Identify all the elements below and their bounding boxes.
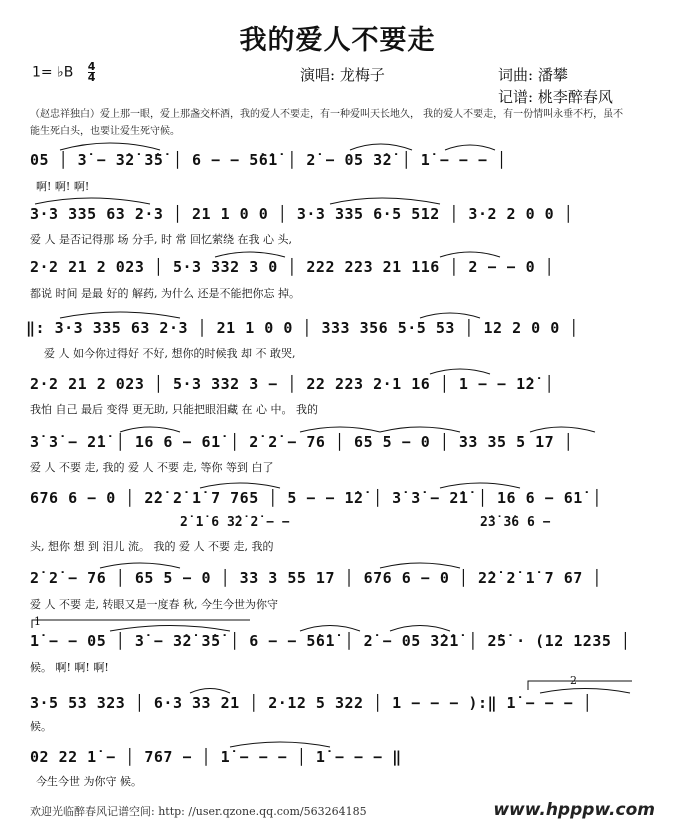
slur-arc	[60, 312, 180, 318]
slur-arc	[35, 198, 150, 204]
score-line-9: 1̇ − − 05 │ 3̇ − 3̇2̇ 3̇5̇ │ 6 − − 5̇6̇1̇ │ 2̇ − 05 3̇2̇1̇ │ 2̇5̇ · (12 1235 │	[30, 632, 631, 650]
slur-arc	[190, 689, 230, 694]
slur-arc	[445, 145, 495, 150]
slur-arc	[300, 427, 380, 432]
lyrics-line-9: 候。 啊! 啊! 啊!	[30, 661, 109, 674]
footer-visit-link[interactable]: 欢迎光临醉春风记谱空间: http: //user.qzone.qq.com/563264185	[30, 805, 367, 818]
lyrics-line-2: 爱 人 是否记得那 场 分手, 时 常 回忆萦绕 在我 心 头,	[30, 233, 292, 246]
score-line-2: 3·3 335 63 2·3 │ 21 1 0 0 │ 3·3 335 6·5 512 │ 3·2 2 0 0 │	[30, 205, 574, 223]
singer-credit: 演唱: 龙梅子	[300, 66, 385, 84]
slur-arc	[230, 742, 330, 747]
slur-arc	[350, 144, 412, 150]
lyrics-line-1: 啊! 啊! 啊!	[36, 180, 90, 193]
lyrics-line-4: 爱 人 如今你过得好 不好, 想你的时候我 却 不 敢哭,	[44, 347, 296, 360]
volta-1-mark: 1	[34, 615, 41, 628]
slur-arc	[430, 369, 490, 374]
slur-arc	[440, 483, 520, 488]
lyrics-line-7: 头, 想你 想 到 泪儿 流。 我的 爱 人 不要 走, 我的	[30, 540, 274, 553]
score-line-6: 3̇ 3̇ − 2̇1̇ │ 16 6 − 61̇ │ 2̇ 2̇ − 76 │ 65 5 − 0 │ 33 35 5 17 │	[30, 433, 574, 451]
slur-arc	[300, 626, 360, 632]
time-top: 4	[87, 60, 96, 73]
slur-arc	[200, 483, 280, 488]
slur-arc	[440, 252, 500, 257]
lyrics-line-8: 爱 人 不要 走, 转眼又是一度春 秋, 今生今世为你守	[30, 598, 278, 611]
slur-arc	[390, 626, 450, 632]
time-bottom: 4	[87, 71, 96, 84]
lyrics-line-3: 都说 时间 是最 好的 解药, 为什么 还是不能把你忘 掉。	[30, 287, 300, 300]
slur-arc	[380, 427, 460, 432]
slur-arc	[330, 198, 440, 204]
lyrics-line-10: 候。	[30, 720, 52, 733]
slur-arc	[540, 689, 630, 694]
slur-arc	[100, 563, 180, 568]
score-line-3: 2·2 21 2 023 │ 5·3 332 3 0 │ 222 223 21 116 │ 2 − − 0 │	[30, 258, 555, 276]
score-line-1: 05 │ 3̇ − 3̇2̇ 3̇5̇ │ 6 − − 5̇6̇1̇ │ 2̇ − 05 3̇2̇ │ 1̇ − − − │	[30, 151, 507, 169]
song-title: 我的爱人不要走	[239, 25, 436, 56]
composer-credit: 词曲: 潘攀	[498, 66, 568, 84]
site-watermark: www.hpppw.com	[493, 800, 655, 820]
lyrics-line-5: 我怕 自己 最后 变得 更无助, 只能把眼泪藏 在 心 中。 我的	[30, 403, 318, 416]
score-line-7: 676 6 − 0 │ 2̇2̇ 2̇ 1̇ 7 765 │ 5 − − 1̇2̇ │ 3̇ 3̇ − 2̇1̇ │ 16 6 − 61̇ │	[30, 489, 602, 507]
transcriber-credit: 记谱: 桃李醉春风	[498, 88, 613, 106]
slur-arc	[215, 252, 285, 257]
score-line-11: 02 22 1̇ − │ 767 − │ 1̇ − − − │ 1̇ − − − ‖	[30, 748, 402, 766]
score-line-5: 2·2 21 2 023 │ 5·3 332 3 − │ 22 223 2·1 16 │ 1 − − 1̇2̇ │	[30, 375, 555, 393]
volta-2-mark: 2	[570, 674, 577, 687]
score-line-4: ‖: 3·3 335 63 2·3 │ 21 1 0 0 │ 333 356 5·5 53 │ 12 2 0 0 │	[26, 319, 579, 337]
slur-arc	[530, 427, 595, 432]
sub-part-1: 2̇ 1̇ 6 3̇2̇ 2̇ − −	[180, 515, 290, 530]
slur-arc	[110, 626, 230, 632]
slur-arc	[120, 427, 180, 432]
lyrics-line-6: 爱 人 不要 走, 我的 爱 人 不要 走, 等你 等到 白了	[30, 461, 274, 474]
slur-arc	[380, 563, 460, 568]
sub-part-2: 2̇3̇ 3̇6 6 −	[480, 515, 551, 530]
score-line-8: 2̇ 2̇ − 76 │ 65 5 − 0 │ 33 3 55 17 │ 676 6 − 0 │ 2̇2̇ 2̇ 1̇ 7 67 │	[30, 569, 602, 587]
score-line-10: 3·5 53 323 │ 6·3 33 21 │ 2·12 5 322 │ 1 − − − ):‖ 1̇ − − − │	[30, 694, 593, 712]
slur-arc	[420, 313, 480, 318]
slur-arc	[60, 143, 160, 150]
lyrics-line-11: 今生今世 为你守 候。	[36, 775, 142, 788]
intro-monologue: （赵忠祥独白）爱上那一眼，爱上那盏交杯酒，我的爱人不要走，有一种爱叫天长地久， 我的爱人不要走，有一份情叫永垂不朽，虽不能生死白头，也要让爱生死守候。	[30, 109, 624, 137]
key-label: 1= ♭B	[32, 64, 74, 81]
